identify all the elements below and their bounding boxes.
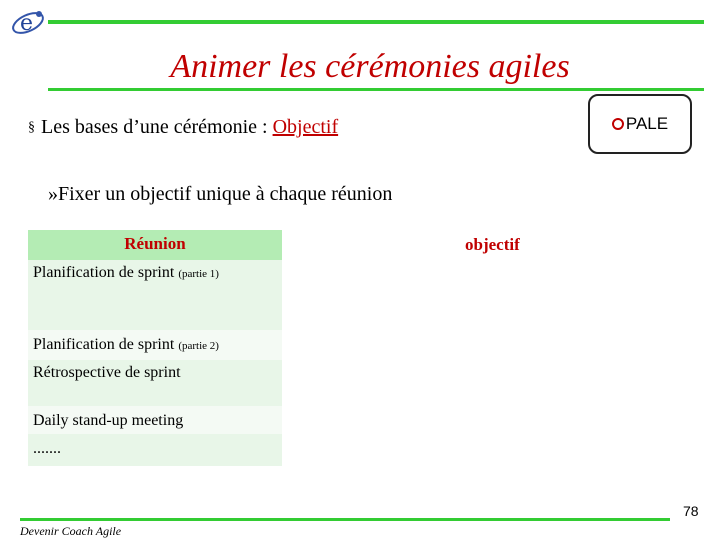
table-row — [28, 330, 282, 360]
sub-bullet — [48, 183, 392, 206]
title-underline — [48, 88, 704, 91]
o-ring-icon — [612, 118, 624, 130]
meeting-table — [28, 230, 282, 466]
svg-text:e: e — [20, 11, 34, 36]
badge-label: PALE — [625, 114, 669, 133]
bullet-highlight: Objectif — [272, 116, 339, 138]
e-logo-icon — [8, 6, 48, 40]
header-divider — [48, 20, 704, 24]
footer-text: Devenir Coach Agile — [20, 524, 122, 538]
table-row — [28, 260, 282, 330]
objectif-header: objectif — [465, 235, 520, 254]
row-label: Rétrospective de sprint — [33, 364, 181, 381]
sub-bullet-text: Fixer un objectif unique à chaque réunion — [58, 183, 393, 205]
table-row — [28, 434, 282, 466]
footer-divider — [20, 518, 670, 521]
opale-badge — [588, 94, 692, 154]
row-label: Daily stand-up meeting — [33, 412, 184, 429]
main-bullet — [28, 116, 338, 139]
table-row — [28, 406, 282, 434]
row-label: ....... — [33, 440, 61, 457]
bullet-marker: § — [28, 120, 35, 135]
bullet-text: Les bases d’une cérémonie : — [41, 116, 273, 138]
page-number: 78 — [683, 503, 699, 519]
sub-bullet-marker: » — [48, 183, 58, 205]
row-label: Planification de sprint — [33, 264, 179, 281]
table-header: Réunion — [28, 230, 282, 260]
slide-title: Animer les cérémonies agiles — [170, 48, 570, 85]
row-label: Planification de sprint — [33, 336, 179, 353]
row-note: (partie 2) — [178, 340, 219, 352]
table-row — [28, 360, 282, 406]
row-note: (partie 1) — [178, 268, 219, 280]
